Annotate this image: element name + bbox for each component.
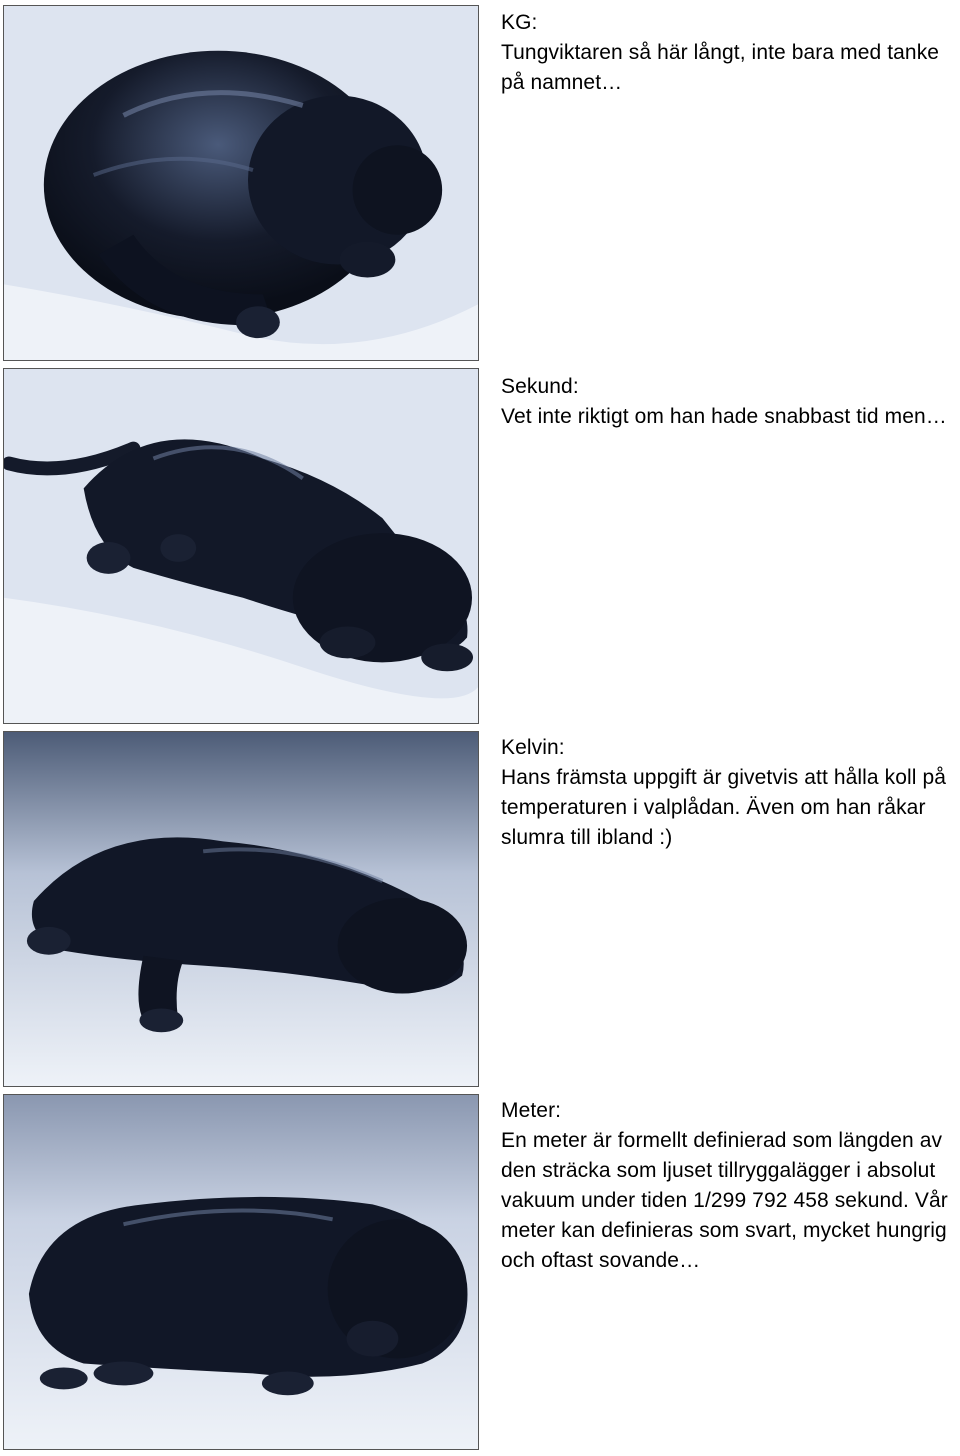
puppy-description: Vet inte riktigt om han hade snabbast tid men…: [501, 405, 947, 428]
puppy-name: Sekund:: [501, 375, 579, 398]
puppy-photo: [3, 1094, 479, 1450]
puppy-image: [4, 6, 478, 360]
puppy-photo: [3, 731, 479, 1087]
puppy-caption: [501, 733, 956, 853]
puppy-description: Tungviktaren så här långt, inte bara med tanke på namnet…: [501, 41, 940, 94]
puppy-photo: [3, 5, 479, 361]
puppy-name: Kelvin:: [501, 736, 565, 759]
puppy-caption: [501, 8, 956, 98]
puppy-description: En meter är formellt definierad som längden av den sträcka som ljuset tillryggalägger i absolut vakuum under tiden 1/299 792 458 sekund. Vår meter kan definieras som svart, mycket hungrig och oftast sovande…: [501, 1129, 948, 1272]
puppy-entry-kelvin: [0, 728, 960, 1092]
puppy-name: Meter:: [501, 1099, 562, 1122]
puppy-name: KG:: [501, 11, 538, 34]
puppy-caption: [501, 372, 956, 432]
puppy-entry-meter: [0, 1092, 960, 1456]
puppy-entry-kg: [0, 0, 960, 364]
puppy-image: [4, 369, 478, 723]
puppy-image: [4, 732, 478, 1086]
puppy-entry-sekund: [0, 364, 960, 728]
puppy-photo: [3, 368, 479, 724]
puppy-image: [4, 1095, 478, 1449]
puppy-description: Hans främsta uppgift är givetvis att hålla koll på temperaturen i valplådan. Även om han råkar slumra till ibland :): [501, 766, 947, 849]
puppy-caption: [501, 1096, 956, 1276]
